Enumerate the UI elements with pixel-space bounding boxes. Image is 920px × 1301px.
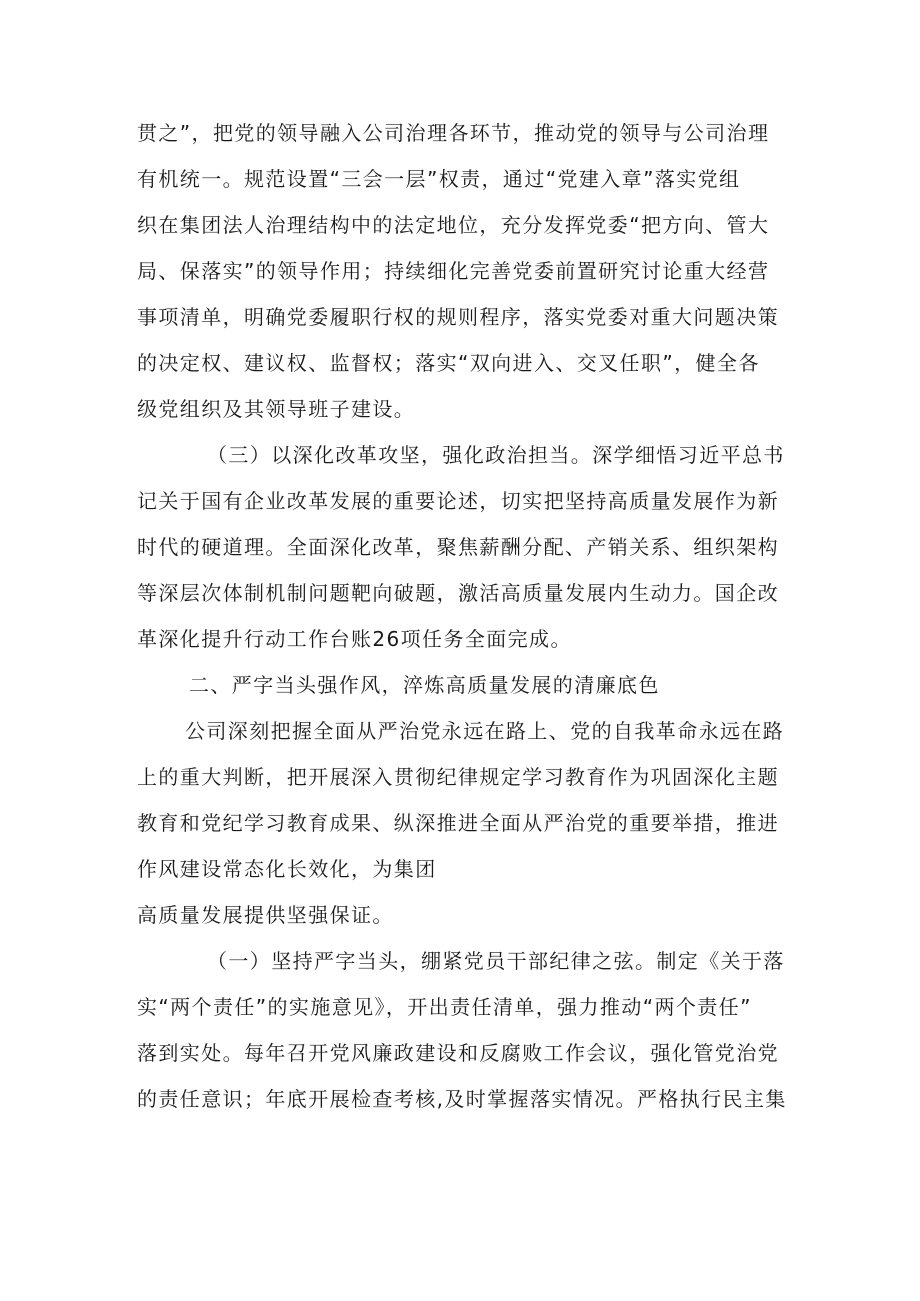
text-line: 贯之”，把党的领导融入公司治理各环节，推动党的领导与公司治理 <box>137 121 770 145</box>
text-line: 实“两个责任”的实施意见》，开出责任清单，强力推动“两个责任” <box>137 995 752 1019</box>
chapter-heading: 二、严字当头强作风，淬炼高质量发展的清廉底色 <box>189 673 660 697</box>
text-line: 落到实处。每年召开党风廉政建设和反腐败工作会议，强化管党治党 <box>137 1041 779 1065</box>
text-line: 的决定权、建议权、监督权；落实“双向进入、交叉任职”，健全各 <box>137 351 760 375</box>
section-heading: （三）以深化改革攻坚，强化政治担当。深学细悟习近平总书 <box>207 443 785 467</box>
text-line: 织在集团法人治理结构中的法定地位，充分发挥党委“把方向、管大 <box>137 213 770 237</box>
text-line: 教育和党纪学习教育成果、纵深推进全面从严治党的重要举措，推进 <box>137 811 779 835</box>
text-line: 有机统一。规范设置“三会一层”权责，通过“党建入章”落实党组 <box>137 167 741 191</box>
text-line: 记关于国有企业改革发展的重要论述，切实把坚持高质量发展作为新 <box>137 489 779 513</box>
text-line: 事项清单，明确党委履职行权的规则程序，落实党委对重大问题决策 <box>137 305 779 329</box>
text-line: 级党组织及其领导班子建设。 <box>137 397 416 421</box>
text-line: 作风建设常态化长效化，为集团 <box>137 857 437 881</box>
section-heading: （一）坚持严字当头，绷紧党员干部纪律之弦。制定《关于落 <box>207 949 785 973</box>
text-line: 的责任意识；年底开展检查考核,及时掌握落实情况。严格执行民主集 <box>137 1087 787 1111</box>
text-line: 高质量发展提供坚强保证。 <box>137 903 394 927</box>
text-line: 公司深刻把握全面从严治党永远在路上、党的自我革命永远在路 <box>185 719 785 743</box>
text-line: 局、保落实”的领导作用；持续细化完善党委前置研究讨论重大经营 <box>137 259 770 283</box>
text-line: 时代的硬道理。全面深化改革，聚焦薪酬分配、产销关系、组织架构 <box>137 535 779 559</box>
text-line: 等深层次体制机制问题靶向破题，激活高质量发展内生动力。国企改 <box>137 581 779 605</box>
text-line: 上的重大判断，把开展深入贯彻纪律规定学习教育作为巩固深化主题 <box>137 765 779 789</box>
text-line: 革深化提升行动工作台账26项任务全面完成。 <box>137 627 572 651</box>
